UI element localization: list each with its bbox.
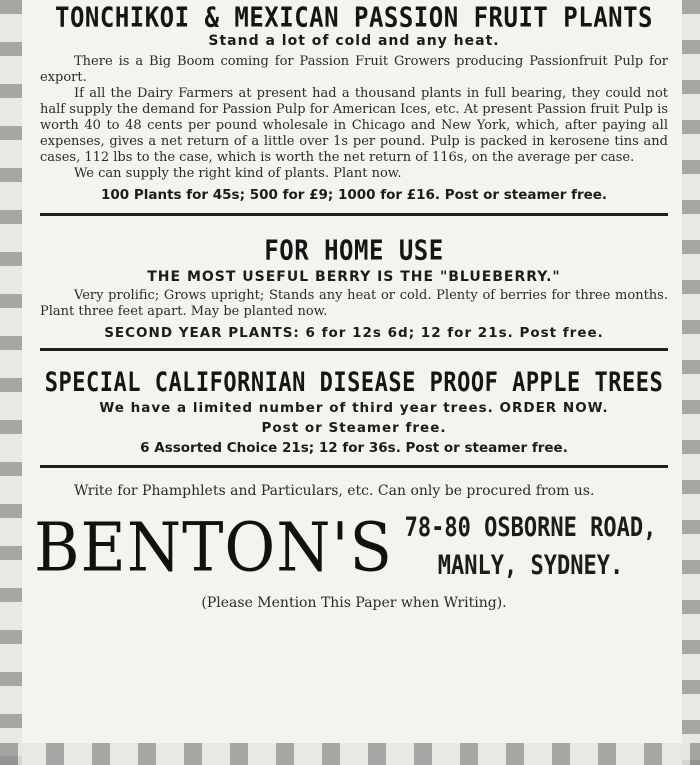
brand-row [34, 508, 668, 587]
address-line-2: MANLY, SYDNEY. [437, 551, 624, 582]
passion-fruit-prices: 100 Plants for 45s; 500 for £9; 1000 for £16. Post or steamer free. [100, 187, 608, 203]
ornamental-border-bottom [0, 743, 700, 765]
passion-fruit-details: If all the Dairy Farmers at present had a thousand plants in full bearing, they could not half supply the demand for Passion Pulp for American Ices, etc. At present Passion fruit Pulp is worth 40 to 48 cents per pound wholesale in Chicago and New York, which, after paying all expenses, gives a net return of a little over 1s per pound. Pulp is packed in kerosene tins and cases, 112 lbs to the case, which is worth the net return of 116s, on the average per case. [40, 86, 668, 165]
apple-trees-title: SPECIAL CALIFORNIAN DISEASE PROOF APPLE TREES [44, 368, 664, 399]
passion-fruit-title: TONCHIKOI & MEXICAN PASSION FRUIT PLANTS [55, 1, 653, 34]
passion-fruit-intro: There is a Big Boom coming for Passion Fruit Growers producing Passionfruit Pulp for export. [40, 54, 668, 85]
passion-fruit-supply: We can supply the right kind of plants. Plant now. [74, 166, 402, 181]
address-block [393, 510, 668, 586]
advertisement [34, 0, 668, 612]
blueberry-ad [40, 234, 668, 342]
mention-paper-note: (Please Mention This Paper when Writing). [201, 595, 507, 611]
blueberry-prices: SECOND YEAR PLANTS: 6 for 12s 6d; 12 for 21s. Post free. [104, 325, 604, 341]
ornamental-border-left [0, 0, 22, 765]
divider-rule [40, 465, 668, 468]
ornamental-border-right [682, 0, 700, 765]
apple-trees-prices: 6 Assorted Choice 21s; 12 for 36s. Post or steamer free. [140, 440, 568, 456]
write-for-particulars: Write for Phamphlets and Particulars, etc. Can only be procured from us. [74, 483, 595, 499]
passion-fruit-ad [40, 0, 668, 204]
blueberry-subtitle: THE MOST USEFUL BERRY IS THE "BLUEBERRY." [147, 269, 561, 285]
blueberry-description: Very prolific; Grows upright; Stands any heat or cold. Plenty of berries for three months. Plant three feet apart. May be planted now. [40, 288, 668, 319]
apple-trees-ad [40, 367, 668, 457]
contact-footer [34, 482, 668, 612]
brand-name: BENTON'S [34, 508, 394, 587]
passion-fruit-subtitle: Stand a lot of cold and any heat. [208, 33, 500, 49]
apple-trees-stock: We have a limited number of third year trees. ORDER NOW. [99, 400, 609, 416]
divider-rule [40, 348, 668, 351]
apple-trees-shipping: Post or Steamer free. [261, 420, 447, 436]
address-line-1: 78-80 OSBORNE ROAD, [404, 513, 657, 544]
home-use-title: FOR HOME USE [264, 234, 444, 267]
divider-rule [40, 213, 668, 216]
